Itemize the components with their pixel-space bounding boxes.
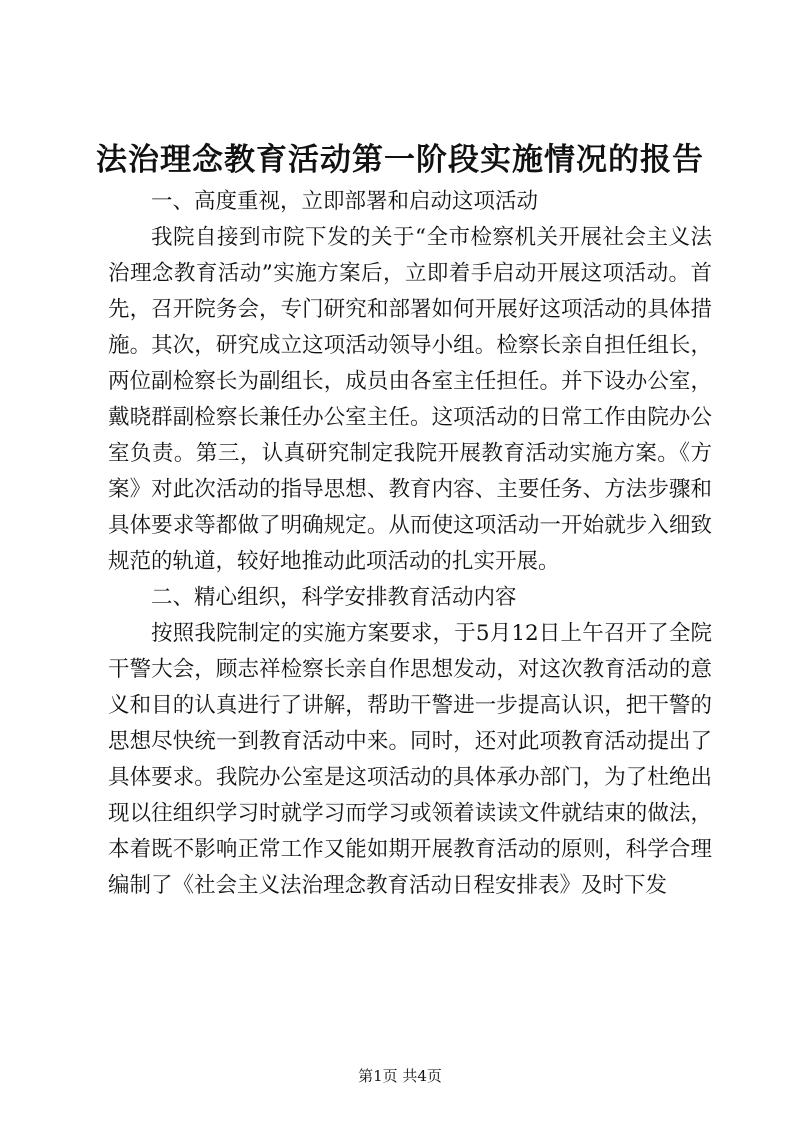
page-footer: 第1页 共4页 bbox=[358, 1067, 442, 1085]
body-paragraph-2: 按照我院制定的实施方案要求，于5月12日上午召开了全院干警大会，顾志祥检察长亲自作思想发动，对这次教育活动的意义和目的认真进行了讲解，帮助干警进一步提高认识，把干警的思想尽快统一到教育活动中来。同时，还对此项教育活动提出了具体要求。我院办公室是这项活动的具体承办部门，为了杜绝出现以往组织学习时就学习而学习或领着读读文件就结束的做法，本着既不影响正常工作又能如期开展教育活动的原则，科学合理编制了《社会主义法治理念教育活动日程安排表》及时下发 bbox=[108, 621, 712, 898]
section-heading-1: 一、高度重视，立即部署和启动这项活动 bbox=[151, 189, 539, 214]
section-heading-2: 二、精心组织，科学安排教育活动内容 bbox=[151, 585, 517, 610]
body-paragraph-1: 我院自接到市院下发的关于“全市检察机关开展社会主义法治理念教育活动”实施方案后，立即着手启动开展这项活动。首先，召开院务会，专门研究和部署如何开展好这项活动的具体措施。其次，研究成立这项活动领导小组。检察长亲自担任组长，两位副检察长为副组长，成员由各室主任担任。并下设办公室，戴晓群副检察长兼任办公室主任。这项活动的日常工作由院办公室负责。第三，认真研究制定我院开展教育活动实施方案。《方案》对此次活动的指导思想、教育内容、主要任务、方法步骤和具体要求等都做了明确规定。从而使这项活动一开始就步入细致规范的轨道，较好地推动此项活动的扎实开展。 bbox=[108, 225, 712, 574]
document-title: 法治理念教育活动第一阶段实施情况的报告 bbox=[96, 142, 704, 178]
document-body bbox=[108, 184, 712, 904]
